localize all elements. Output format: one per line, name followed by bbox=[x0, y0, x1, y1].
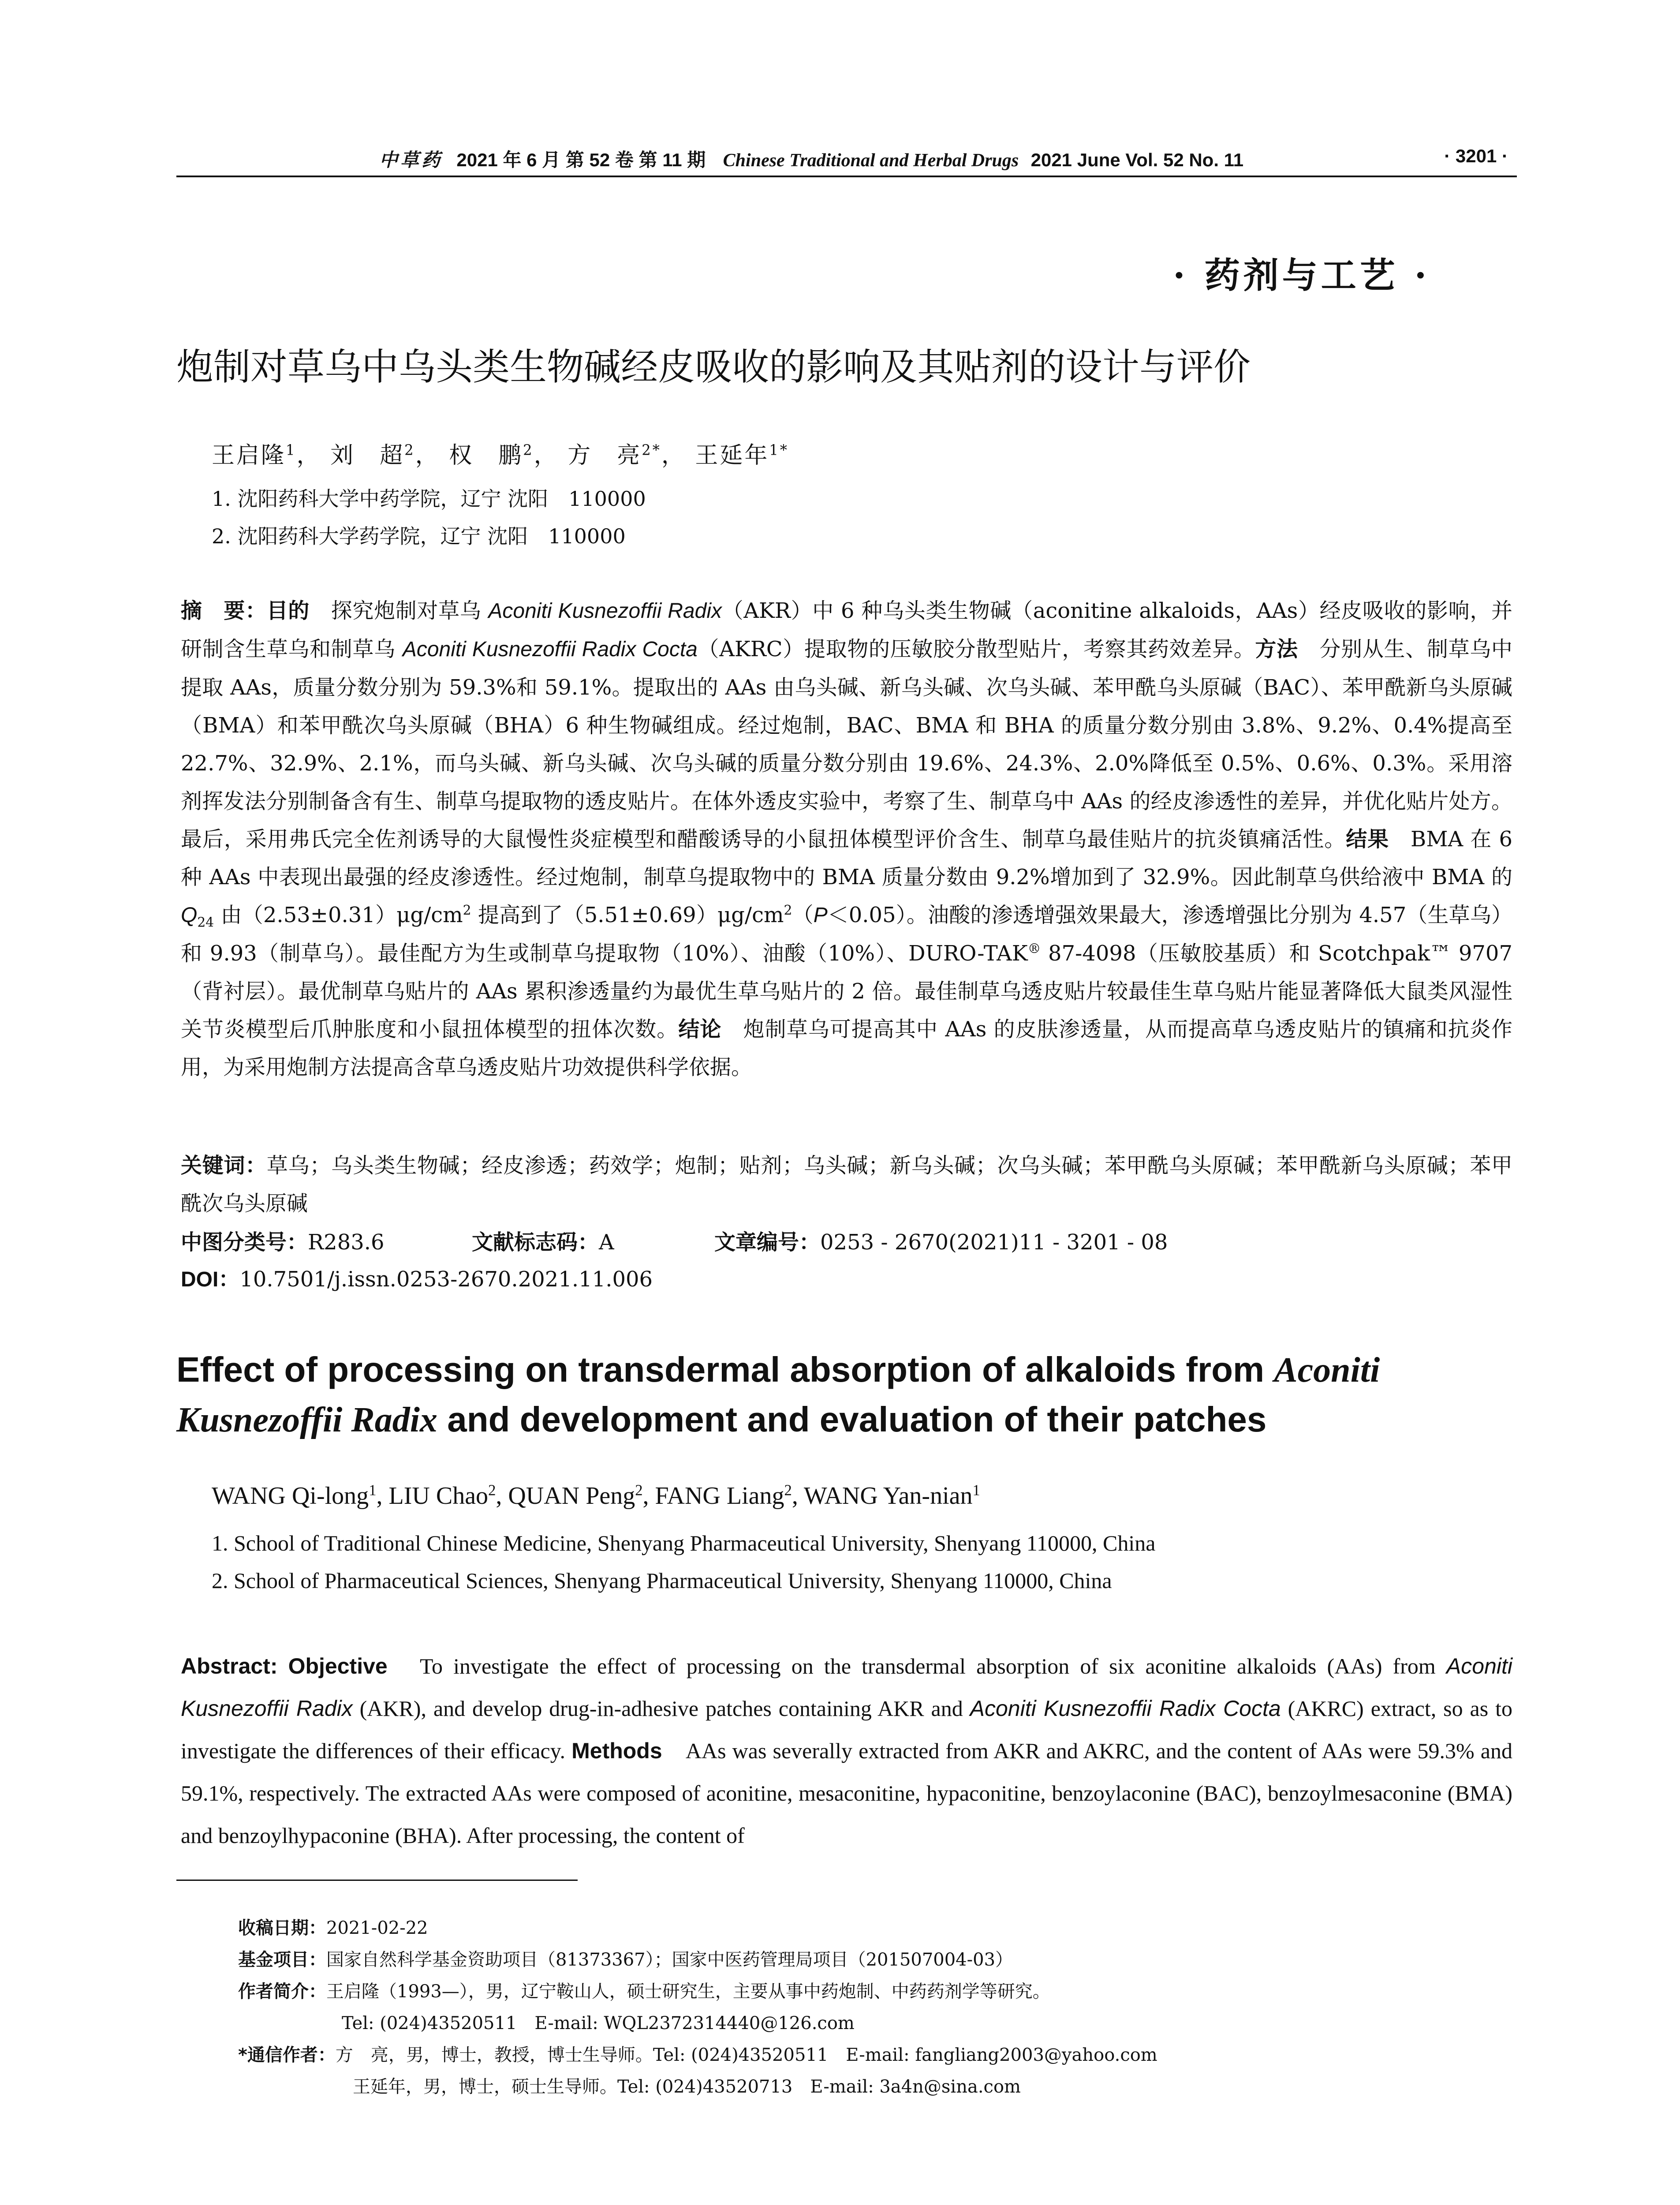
classification-line bbox=[181, 1225, 1512, 1256]
title-en-latin: Aconiti Kusnezoffii Radix bbox=[176, 1351, 1380, 1439]
author-cn: 权 鹏 bbox=[449, 442, 523, 469]
affiliation-cn: 1. 沈阳药科大学中药学院，辽宁 沈阳 110000 bbox=[212, 487, 646, 511]
latin-name: Aconiti Kusnezoffii Radix bbox=[181, 1654, 1513, 1721]
abstract-text: （AKRC）提取物的压敏胶分散型贴片，考察其药效差异。 bbox=[697, 637, 1255, 662]
latin-name: Aconiti Kusnezoffii Radix bbox=[488, 599, 722, 623]
doc-code bbox=[472, 1225, 714, 1256]
methods-en-label: Methods bbox=[571, 1738, 662, 1763]
conclusion-label: 结论 bbox=[678, 1017, 722, 1042]
footnote-value: 王启隆（1993—），男，辽宁鞍山人，硕士研究生，主要从事中药炮制、中药药剂学等研究。 bbox=[326, 1981, 1050, 2002]
journal-info bbox=[379, 146, 1243, 172]
author-sup: 2 bbox=[404, 441, 415, 459]
author-sup: 1 bbox=[972, 1481, 980, 1499]
methods-label: 方法 bbox=[1255, 637, 1298, 662]
abstract-text: 炮制草乌可提高其中 AAs 的皮肤渗透量，从而提高草乌透皮贴片的镇痛和抗炎作用，为采用炮制方法提高含草乌透皮贴片功效提供科学依据。 bbox=[181, 1017, 1512, 1080]
affiliation-en: 2. School of Pharmaceutical Sciences, Shenyang Pharmaceutical University, Shenyang 110000, China bbox=[212, 1568, 1112, 1593]
doi-value: 10.7501/j.issn.0253-2670.2021.11.006 bbox=[239, 1267, 653, 1292]
author-en: FANG Liang bbox=[655, 1482, 784, 1510]
clc-value: R283.6 bbox=[308, 1230, 385, 1255]
issue-date-cn: 2021 年 6 月 第 52 卷 第 11 期 bbox=[456, 149, 706, 170]
latin-name: Aconiti Kusnezoffii Radix Cocta bbox=[402, 638, 698, 661]
author-sup: 2 bbox=[635, 1481, 643, 1499]
abstract-en-text: (AKR), and develop drug-in-adhesive patches containing AKR and bbox=[352, 1696, 970, 1721]
abstract-text: BMA 在 6 种 AAs 中表现出最强的经皮渗透性。经过炮制，制草乌提取物中的 BMA 质量分数由 9.2%增加到了 32.9%。因此制草乌供给液中 BMA 的 bbox=[181, 827, 1512, 889]
abstract-text: （AKR）中 6 种乌头类生物碱（aconitine alkaloids，AAs）经皮吸收的影响，并研制含生草乌和制草乌 bbox=[181, 598, 1512, 662]
article-number-label: 文章编号： bbox=[714, 1230, 821, 1255]
latin-name: Aconiti Kusnezoffii Radix Cocta bbox=[970, 1696, 1281, 1721]
issue-date-en: 2021 June Vol. 52 No. 11 bbox=[1030, 149, 1244, 170]
unit-sup: 2 bbox=[784, 903, 792, 918]
author-sup: 1 bbox=[369, 1481, 377, 1499]
keywords-label: 关键词： bbox=[181, 1153, 267, 1178]
abstract-text: 探究炮制对草乌 bbox=[310, 598, 489, 623]
author-cn: 王延年 bbox=[695, 442, 769, 469]
results-label: 结果 bbox=[1346, 827, 1389, 852]
footnote-label: *通信作者： bbox=[238, 2045, 336, 2065]
footnote-fund bbox=[238, 1946, 1013, 1971]
clc-label: 中图分类号： bbox=[181, 1230, 308, 1255]
footnote-label: 收稿日期： bbox=[238, 1918, 326, 1938]
journal-name-en: Chinese Traditional and Herbal Drugs bbox=[723, 150, 1019, 171]
doc-code-label: 文献标志码： bbox=[472, 1230, 599, 1255]
title-en bbox=[176, 1345, 1517, 1445]
author-sup: 2 bbox=[523, 441, 534, 459]
footnote-label: 基金项目： bbox=[238, 1950, 326, 1970]
objective-label: 目的 bbox=[266, 598, 310, 623]
footnote-value: 国家自然科学基金资助项目（81373367）；国家中医药管理局项目（201507004-03） bbox=[326, 1950, 1013, 1970]
author-cn: 刘 超 bbox=[330, 442, 405, 469]
doi bbox=[181, 1262, 653, 1293]
footnote-corresponding bbox=[238, 2041, 1157, 2066]
abstract-text: ＜0.05）。油酸的渗透增强效果最大，渗透增强比分别为 4.57（生草乌）和 9.93（制草乌）。最佳配方为生或制草乌提取物（10%）、油酸（10%）、DURO-TAK bbox=[181, 903, 1512, 966]
title-en-part: Effect of processing on transdermal absorption of alkaloids from bbox=[176, 1350, 1274, 1389]
footnote-author-contact: Tel: (024)43520511 E-mail: WQL2372314440@126.com bbox=[342, 2013, 855, 2033]
abstract-cn bbox=[181, 592, 1512, 1086]
author-en: WANG Qi-long bbox=[212, 1482, 369, 1510]
abstract-en-text: To investigate the effect of processing on the transdermal absorption of six aconitine alkaloids (AAs) from bbox=[387, 1654, 1446, 1678]
abstract-en-label: Abstract: bbox=[181, 1654, 278, 1678]
q-subscript: 24 bbox=[197, 915, 214, 931]
footnote-label: 作者简介： bbox=[238, 1981, 326, 2002]
title-cn: 炮制对草乌中乌头类生物碱经皮吸收的影响及其贴剂的设计与评价 bbox=[176, 345, 1251, 389]
abstract-label: 摘 要： bbox=[181, 598, 267, 623]
abstract-text: 提高到了（5.51±0.69）μg/cm bbox=[471, 903, 784, 927]
author-cn: 方 亮 bbox=[567, 442, 642, 469]
abstract-text: （ bbox=[792, 903, 814, 927]
author-sup: 2 bbox=[488, 1481, 496, 1499]
abstract-en-text: AAs was severally extracted from AKR and AKRC, and the content of AAs were 59.3% and 59.1%, respectively. The extracted AAs were composed of aconitine, mesaconitine, hypaconitine, benzoylaconine (BAC), benzoylmesaconine (BMA) and benzoylhypaconine (BHA). After processing, the content of bbox=[181, 1738, 1512, 1848]
doc-code-value: A bbox=[599, 1230, 614, 1255]
affiliation-cn: 2. 沈阳药科大学药学院，辽宁 沈阳 110000 bbox=[212, 524, 626, 548]
registered-mark: ® bbox=[1027, 941, 1041, 957]
footnote-value: 2021-02-22 bbox=[326, 1918, 428, 1938]
article-number bbox=[714, 1225, 1168, 1256]
journal-name-cn: 中草药 bbox=[379, 149, 443, 171]
author-cn: 王启隆 bbox=[212, 442, 286, 469]
header-rule bbox=[176, 176, 1517, 177]
author-en: LIU Chao bbox=[388, 1482, 489, 1510]
section-label: · 药剂与工艺 · bbox=[1173, 254, 1430, 296]
objective-en-label: Objective bbox=[288, 1654, 388, 1678]
abstract-text: 由（2.53±0.31）μg/cm bbox=[214, 903, 463, 927]
author-sup: 1 bbox=[286, 441, 297, 459]
affiliation-en: 1. School of Traditional Chinese Medicine, Shenyang Pharmaceutical University, Shenyang 110000, China bbox=[212, 1531, 1156, 1555]
keywords-text: 草乌；乌头类生物碱；经皮渗透；药效学；炮制；贴剂；乌头碱；新乌头碱；次乌头碱；苯甲酰乌头原碱；苯甲酰新乌头原碱；苯甲酰次乌头原碱 bbox=[181, 1153, 1512, 1216]
footnote-corresponding-2: 王延年，男，博士，硕士生导师。Tel: (024)43520713 E-mail: 3a4n@sina.com bbox=[353, 2077, 1021, 2097]
author-sup: 2* bbox=[642, 441, 661, 459]
page-number: · 3201 · bbox=[1444, 146, 1508, 166]
abstract-en-text: (AKRC) extract, so as to investigate the differences of their efficacy. bbox=[181, 1696, 1513, 1763]
abstract-text: 分别从生、制草乌中提取 AAs，质量分数分别为 59.3%和 59.1%。提取出的 AAs 由乌头碱、新乌头碱、次乌头碱、苯甲酰乌头原碱（BAC）、苯甲酰新乌头原碱（BMA）和苯甲酰次乌头原碱（BHA）6 种生物碱组成。经过炮制，BAC、BMA 和 BHA 的质量分数分别由 3.8%、9.2%、0.4%提高至 22.7%、32.9%、2.1%，而乌头碱、新乌头碱、次乌头碱的质量分数分别由 19.6%、24.3%、2.0%降低至 0.5%、0.6%、0.3%。采用溶剂挥发法分别制备含有生、制草乌提取物的透皮贴片。在体外透皮实验中，考察了生、制草乌中 AAs 的经皮渗透性的差异，并优化贴片处方。最后，采用弗氏完全佐剂诱导的大鼠慢性炎症模型和醋酸诱导的小鼠扭体模型评价含生、制草乌最佳贴片的抗炎镇痛活性。 bbox=[181, 637, 1512, 852]
clc bbox=[181, 1225, 472, 1256]
author-en: QUAN Peng bbox=[508, 1482, 635, 1510]
footnote-value: 方 亮，男，博士，教授，博士生导师。Tel: (024)43520511 E-mail: fangliang2003@yahoo.com bbox=[335, 2045, 1157, 2065]
q-symbol: Q bbox=[181, 904, 198, 927]
unit-sup: 2 bbox=[463, 903, 471, 918]
running-header bbox=[176, 146, 1517, 176]
footnote-author-bio bbox=[238, 1977, 1050, 2003]
title-en-part: and development and evaluation of their patches bbox=[437, 1400, 1267, 1439]
authors-en: WANG Qi-long$^1$, LIU Chao$^2$, QUAN Peng$^2$, FANG Liang$^2$, WANG Yan-nian$^1$ bbox=[212, 1481, 980, 1510]
author-en: WANG Yan-nian bbox=[803, 1482, 973, 1510]
article-number-value: 0253 - 2670(2021)11 - 3201 - 08 bbox=[820, 1230, 1168, 1255]
abstract-en bbox=[181, 1645, 1512, 1857]
footnote-received bbox=[238, 1914, 428, 1939]
p-symbol: P bbox=[813, 904, 828, 927]
footnote-rule bbox=[176, 1880, 578, 1881]
author-sup: 2 bbox=[784, 1481, 792, 1499]
abstract-text: 87-4098（压敏胶基质）和 Scotchpak™ 9707（背衬层）。最优制草乌贴片的 AAs 累积渗透量约为最优生草乌贴片的 2 倍。最佳制草乌透皮贴片较最佳生草乌贴片能显著降低大鼠类风湿性关节炎模型后爪肿胀度和小鼠扭体模型的扭体次数。 bbox=[181, 941, 1512, 1042]
authors-cn: 王启隆$^1$， 刘 超$^2$， 权 鹏$^2$， 方 亮$^{2*}$， 王延年$^{1*}$ bbox=[212, 441, 789, 469]
keywords-cn bbox=[181, 1147, 1512, 1222]
author-sup: 1* bbox=[769, 441, 789, 459]
doi-label: DOI： bbox=[181, 1268, 240, 1291]
